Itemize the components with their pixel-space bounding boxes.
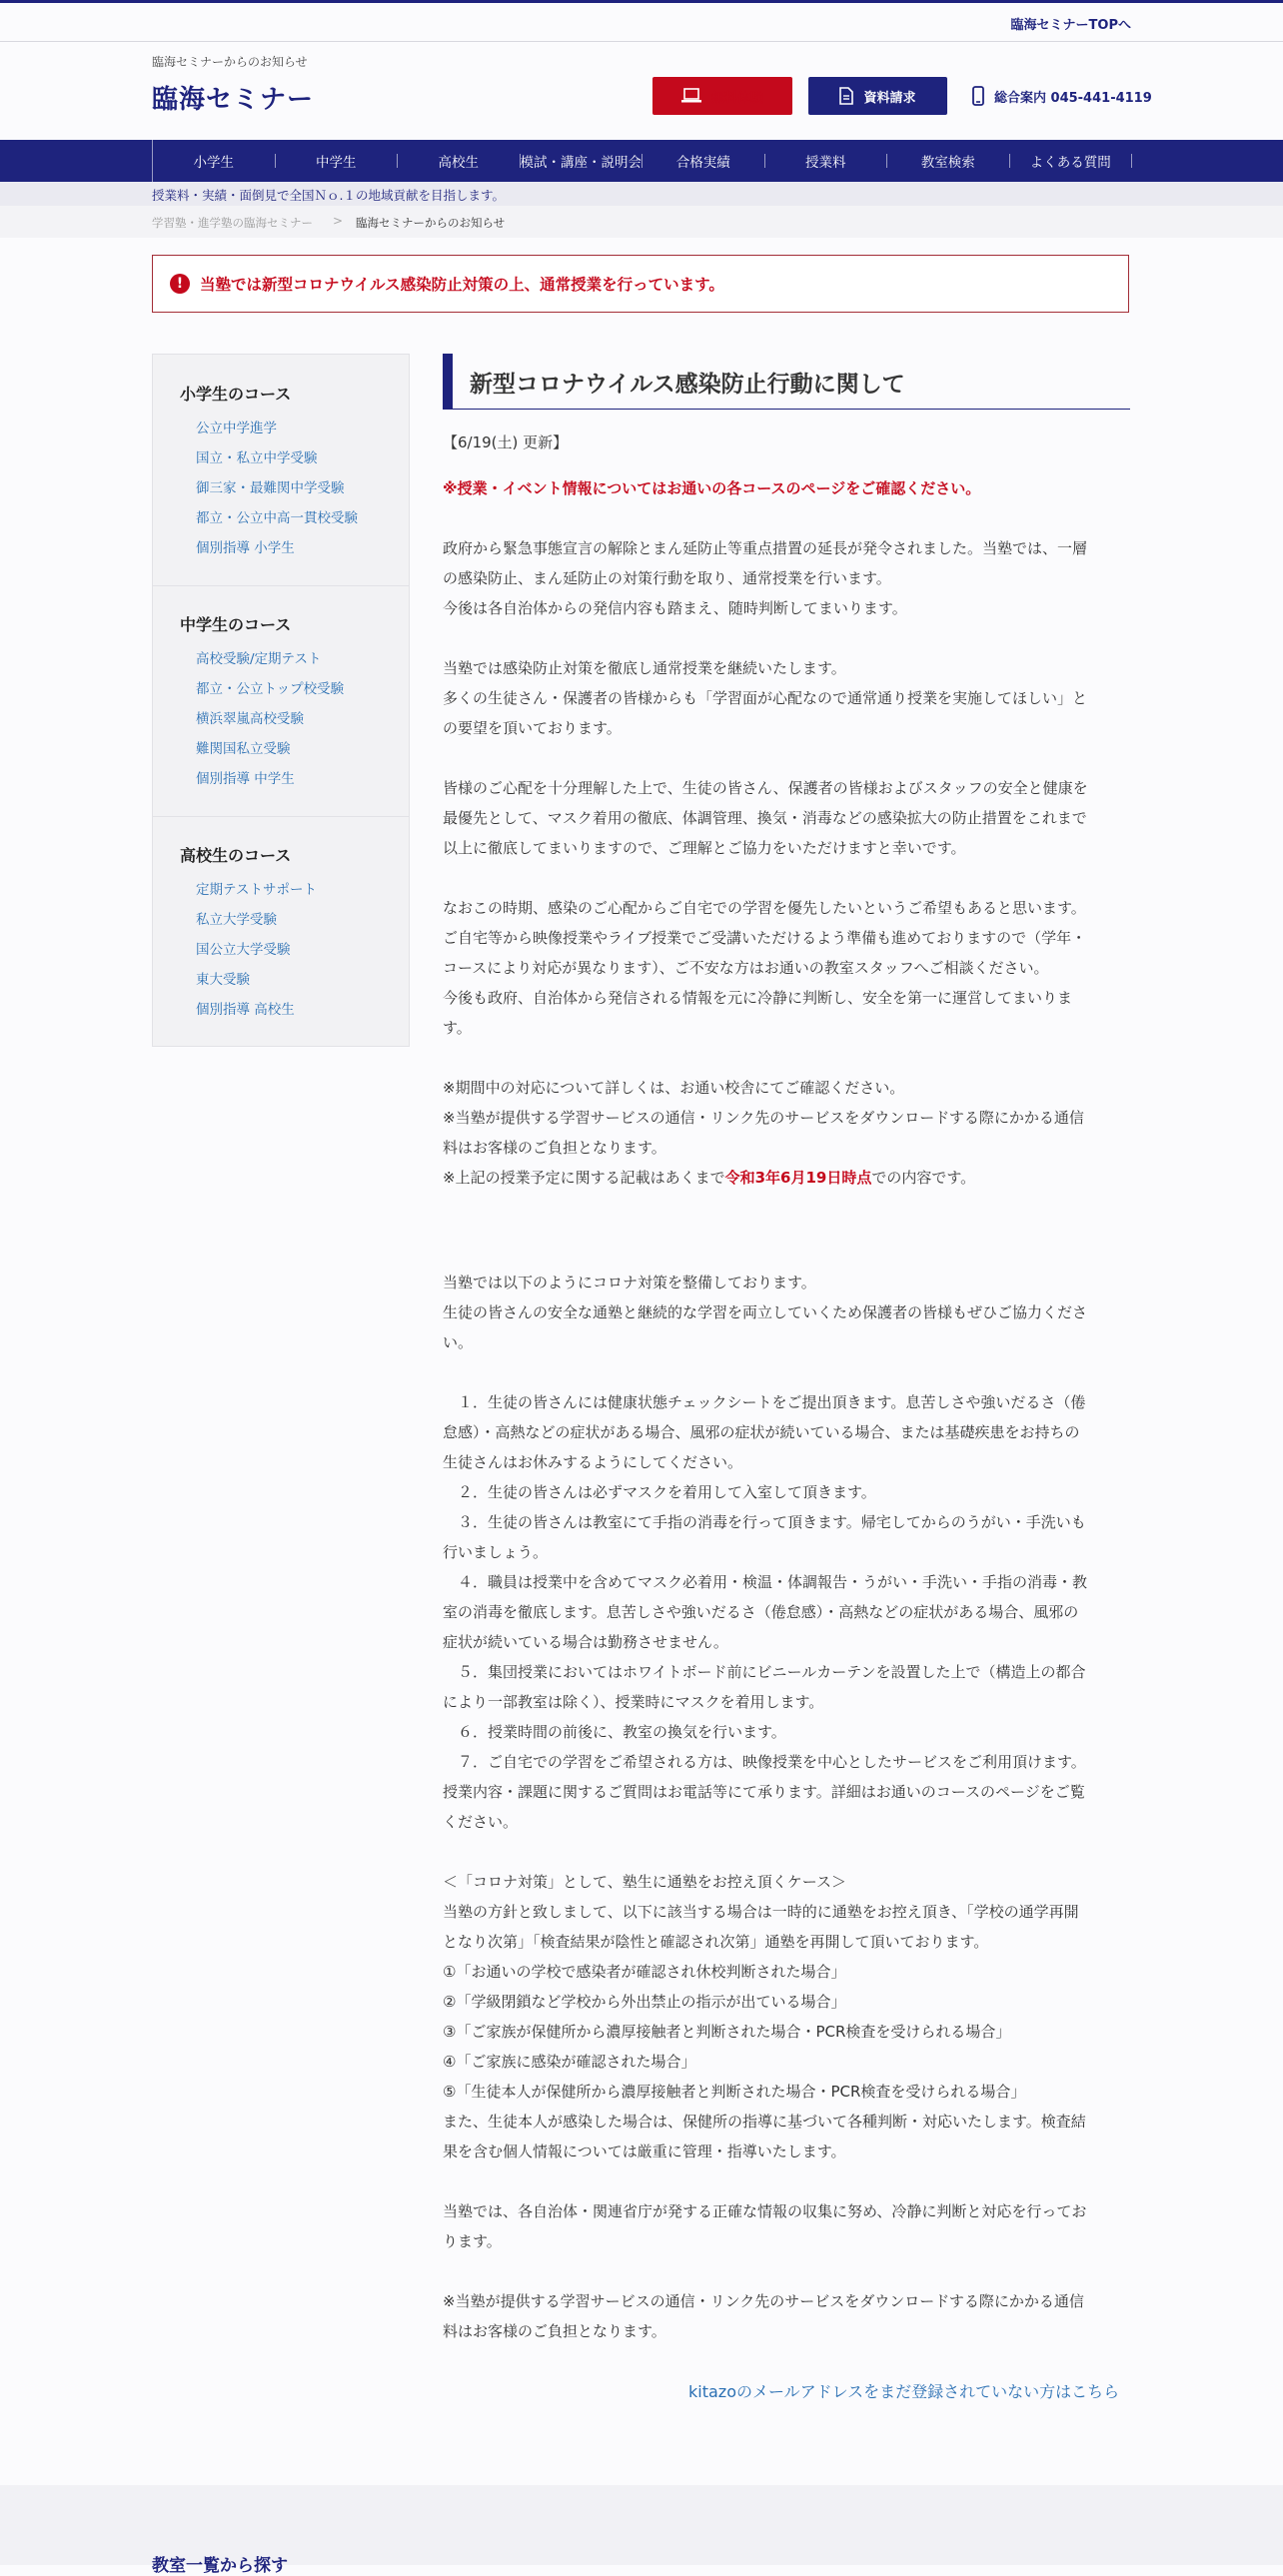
article-line: 症状が続いている場合は勤務させません。	[443, 1633, 728, 1651]
sidebar-divider	[153, 585, 409, 586]
article-line: 当塾では、各自治体・関連省庁が発する正確な情報の収集に努め、冷静に判断と対応を行ってお	[443, 2202, 1087, 2220]
case-item: ③「ご家族が保健所から濃厚接触者と判断された場合・PCR検査を受けられる場合」	[443, 2023, 1011, 2041]
breadcrumb-home[interactable]: 学習塾・進学塾の臨海セミナー	[152, 216, 313, 230]
article-line: ※当塾が提供する学習サービスの通信・リンク先のサービスをダウンロードする際にかかる通信	[443, 2292, 1084, 2310]
sidebar-divider	[153, 816, 409, 817]
sidebar-link[interactable]: 個別指導 高校生	[196, 1002, 295, 1018]
article-line: により一部教室は除く）、授業時にマスクを着用します。	[443, 1693, 824, 1711]
sidebar-link[interactable]: 都立・公立中高一貫校受験	[196, 510, 358, 526]
article-line: 行いましょう。	[443, 1543, 549, 1561]
nav-item[interactable]: 模試・講座・説明会	[520, 155, 642, 171]
classroom-list-heading: 教室一覧から探す	[152, 2556, 288, 2576]
article-line: の感染防止、まん延防止の対策行動を取り、通常授業を行います。	[443, 569, 891, 587]
mail-registration-link[interactable]: kitazoのメールアドレスをまだ登録されていない方はこちら	[688, 2382, 1120, 2401]
site-logo[interactable]: 臨海セミナー	[152, 85, 315, 115]
update-date: 【6/19(土) 更新】	[443, 433, 569, 451]
nav-item[interactable]: 高校生	[398, 154, 521, 168]
nav-item[interactable]: 合格実績	[642, 154, 765, 168]
measure-item: ４．職員は授業中を含めてマスク必着用・検温・体調報告・うがい・手洗い・手指の消毒・教	[443, 1573, 1088, 1591]
sidebar-link[interactable]: 個別指導 中学生	[196, 771, 295, 787]
slogan-bar	[0, 182, 1283, 206]
schedule-note-end: での内容です。	[871, 1169, 976, 1187]
notice-text: 当塾では新型コロナウイルス感染防止対策の上、通常授業を行っています。	[200, 276, 724, 294]
request-materials-button[interactable]	[808, 77, 947, 115]
nav-item[interactable]: よくある質問	[1010, 154, 1133, 168]
article-line: ※期間中の対応について詳しくは、お通い校舎にてご確認ください。	[443, 1079, 905, 1097]
article-line: 生徒さんはお休みするようにしてください。	[443, 1453, 743, 1471]
request-materials-label: 資料請求	[863, 89, 916, 105]
tagline: 臨海セミナーからのお知らせ	[152, 55, 308, 69]
free-trial-button[interactable]	[652, 77, 792, 115]
sidebar-link[interactable]: 横浜翠嵐高校受験	[196, 711, 304, 727]
breadcrumb-current: 臨海セミナーからのお知らせ	[356, 216, 506, 230]
laptop-icon	[681, 88, 701, 104]
article-line: 室の消毒を徹底します。息苦しさや強いだるさ（倦怠感）・高熱などの症状がある場合、風邪の	[443, 1603, 1079, 1621]
sidebar-link[interactable]: 私立大学受験	[196, 912, 277, 928]
document-icon	[839, 87, 853, 105]
case-heading: ＜「コロナ対策」として、塾生に通塾をお控え頂くケース＞	[443, 1873, 846, 1891]
sidebar-link[interactable]: 定期テストサポート	[196, 882, 317, 898]
measure-item: ３．生徒の皆さんは教室にて手指の消毒を行って頂きます。帰宅してからのうがい・手洗いも	[443, 1513, 1086, 1531]
course-notice: ※授業・イベント情報についてはお通いの各コースのページをご確認ください。	[443, 479, 981, 497]
article-line: 最優先として、マスク着用の徹底、体調管理、換気・消毒などの感染拡大の防止措置をこれまで	[443, 809, 1087, 827]
article-line: 政府から緊急事態宣言の解除とまん延防止等重点措置の延長が発令されました。当塾では、一層	[443, 539, 1088, 557]
article-line: ください。	[443, 1813, 519, 1831]
notice-banner	[152, 255, 1129, 313]
case-item: ⑤「生徒本人が保健所から濃厚接触者と判断された場合・PCR検査を受けられる場合」	[443, 2083, 1026, 2101]
title-accent-bar	[443, 354, 453, 410]
article-line: なおこの時期、感染のご心配からご自宅での学習を優先したいというご希望もあると思います。	[443, 899, 1086, 917]
sidebar-section-title: 小学生のコース	[180, 385, 292, 404]
article-line: 以上に徹底してまいりますので、ご理解とご協力をいただけますと幸いです。	[443, 839, 966, 857]
article-line: となり次第」「検査結果が陰性と確認され次第」通塾を再開して頂いております。	[443, 1933, 989, 1951]
article-line	[443, 1167, 975, 1188]
nav-item[interactable]: 授業料	[765, 154, 888, 168]
phone-info[interactable]	[972, 86, 1152, 106]
free-trial-label: 無料体験	[710, 89, 763, 105]
phone-number: 総合案内 045-441-4119	[994, 90, 1152, 106]
article-line: 当塾の方針と致しまして、以下に該当する場合は一時的に通塾をお控え頂き、「学校の通学再開	[443, 1903, 1079, 1921]
measure-item: ２．生徒の皆さんは必ずマスクを着用して入室して頂きます。	[443, 1483, 876, 1501]
case-item: ①「お通いの学校で感染者が確認され休校判断された場合」	[443, 1963, 846, 1981]
sidebar-link[interactable]: 難関国私立受験	[196, 741, 291, 757]
article-line: 怠感）・高熱などの症状がある場合、風邪の症状が続いている場合、または基礎疾患をお持ちの	[443, 1423, 1080, 1441]
phone-icon	[972, 86, 984, 106]
article-line: ※当塾が提供する学習サービスの通信・リンク先のサービスをダウンロードする際にかかる通信	[443, 1109, 1084, 1127]
article-line: 当塾では以下のようにコロナ対策を整備しております。	[443, 1274, 816, 1291]
nav-item[interactable]: 小学生	[153, 154, 276, 168]
header-divider	[0, 41, 1283, 42]
main-nav	[0, 140, 1283, 182]
article-line: また、生徒本人が感染した場合は、保健所の指導に基づいて各種判断・対応いたします。検査結	[443, 2113, 1086, 2131]
measure-item: ５．集団授業においてはホワイトボード前にビニールカーテンを設置した上で（構造上の都合	[443, 1663, 1086, 1681]
case-item: ④「ご家族に感染が確認された場合」	[443, 2053, 696, 2071]
top-accent-line	[0, 0, 1283, 3]
sidebar-link[interactable]: 公立中学進学	[196, 421, 277, 436]
article-line: ります。	[443, 2232, 502, 2250]
nav-item[interactable]: 中学生	[276, 154, 399, 168]
article-line: す。	[443, 1019, 472, 1037]
article-line: 授業内容・課題に関するご質問はお電話等にて承ります。詳細はお通いのコースのページをご覧	[443, 1783, 1085, 1801]
article-line: 料はお客様のご負担となります。	[443, 1139, 666, 1157]
article-line: 料はお客様のご負担となります。	[443, 2322, 666, 2340]
breadcrumb-separator: >	[333, 214, 344, 228]
schedule-date: 令和3年6月19日時点	[724, 1169, 872, 1187]
exclamation-icon: !	[170, 274, 190, 294]
article-line: コースにより対応が異なります）、ご不安な方はお通いの教室スタッフへご相談ください。	[443, 959, 1049, 977]
breadcrumb	[0, 206, 1283, 238]
article-line: 果を含む個人情報については厳重に管理・指導いたします。	[443, 2143, 846, 2160]
article-line: 今後は各自治体からの発信内容も踏まえ、随時判断してまいります。	[443, 599, 907, 617]
article-header	[443, 354, 1130, 410]
slogan: 授業料・実績・面倒見で全国Ｎｏ.１の地域貢献を目指します。	[152, 188, 505, 203]
article-line: 当塾では感染防止対策を徹底し通常授業を継続いたします。	[443, 659, 846, 677]
article-line: 生徒の皆さんの安全な通塾と継続的な学習を両立していくため保護者の皆様もぜひご協力くださ	[443, 1303, 1088, 1321]
measure-item: １．生徒の皆さんには健康状態チェックシートをご提出頂きます。息苦しさや強いだるさ（倦	[443, 1393, 1086, 1411]
sidebar-section-title: 高校生のコース	[180, 846, 292, 865]
case-item: ②「学級閉鎖など学校から外出禁止の指示が出ている場合」	[443, 1993, 846, 2011]
sidebar-link[interactable]: 東大受験	[196, 972, 250, 988]
sidebar-link[interactable]: 都立・公立トップ校受験	[196, 681, 345, 697]
article-line: い。	[443, 1333, 474, 1351]
course-sidebar	[152, 354, 410, 1047]
sidebar-link[interactable]: 国公立大学受験	[196, 942, 291, 958]
top-link[interactable]: 臨海セミナーTOPへ	[1010, 18, 1131, 33]
article-line: 今後も政府、自治体から発信される情報を元に冷静に判断し、安全を第一に運営してまいりま	[443, 989, 1073, 1007]
sidebar-link[interactable]: 個別指導 小学生	[196, 540, 295, 556]
sidebar-link[interactable]: 高校受験/定期テスト	[196, 651, 322, 667]
article-line: ご自宅等から映像授業やライブ授業でご受講いただけるよう準備も進めておりますので（学年・	[443, 929, 1087, 947]
sidebar-link[interactable]: 国立・私立中学受験	[196, 450, 318, 466]
article-line: 多くの生徒さん・保護者の皆様からも「学習面が心配なので通常通り授業を実施してほしい」と	[443, 689, 1088, 707]
measure-item: ７．ご自宅での学習をご希望される方は、映像授業を中心としたサービスをご利用頂けます。	[443, 1753, 1086, 1771]
article-line: の要望を頂いております。	[443, 719, 622, 737]
nav-item[interactable]: 教室検索	[887, 154, 1010, 168]
sidebar-link[interactable]: 御三家・最難関中学受験	[196, 480, 345, 496]
article-title: 新型コロナウイルス感染防止行動に関して	[470, 372, 905, 398]
article-line: 皆様のご心配を十分理解した上で、生徒の皆さん、保護者の皆様およびスタッフの安全と健康を	[443, 779, 1088, 797]
sidebar-section-title: 中学生のコース	[180, 615, 292, 634]
schedule-note: ※上記の授業予定に関する記載はあくまで	[443, 1169, 725, 1187]
measure-item: ６．授業時間の前後に、教室の換気を行います。	[443, 1723, 786, 1741]
